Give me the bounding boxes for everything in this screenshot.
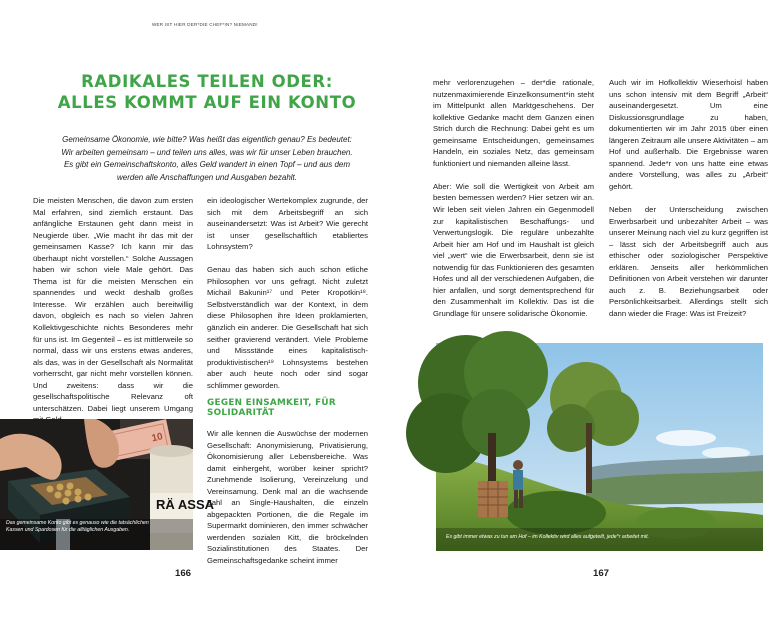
landscape-illustration xyxy=(436,343,763,551)
left-page-column-2 xyxy=(207,195,368,391)
jar-label: RÄ ASSA xyxy=(156,497,215,512)
intro-paragraph: Gemeinsame Ökonomie, wie bitte? Was heißt das eigentlich genau? Es bedeutet: Wir arbeiten gemeinsam – und teilen uns alles, was wir für unser Leben brauchen. Es gibt ein Gemeinschaftskonto, alles Geld wandert in einen Topf – und aus dem werden alle Anschaffungen und Ausgaben bezahlt. xyxy=(61,135,353,182)
section-subhead: GEGEN EINSAMKEIT, FÜR SOLIDARITÄT xyxy=(207,398,336,418)
page-number-left: 166 xyxy=(175,568,192,579)
right-page-column-1 xyxy=(433,77,594,319)
banknote-value: 10 xyxy=(150,431,164,445)
photo-caption-right: Es gibt immer etwas zu tun am Hof – im Kollektiv wird alles aufgeteilt, jede*r arbeitet mit. xyxy=(446,534,649,540)
wicker-basket xyxy=(478,481,508,517)
paragraph: Auch wir im Hofkollektiv Wieserhoisl haben uns schon intensiv mit dem Begriff „Arbeit“ auseinandergesetzt. Um eine Diskussionsgrundlage zu haben, dokumentierten wir im Jahr 2015 über einen längeren Zeitraum alle unsere Aktivitäten – am Hof und außerhalb. Die Ergebnisse waren spannend. Jede*r von uns hatte eine etwas andere Vorstellung, was alles zu „Arbeit“ gehört. xyxy=(609,78,768,191)
running-head: WER IST HIER DER*DIE CHEF*IN? NIEMAND! xyxy=(152,22,258,27)
photo-caption-left: Das gemeinsame Konto gibt es genauso wie die tatsächlichen Kassen und Spardosen für die alltäglichen Ausgaben. xyxy=(6,520,149,533)
paragraph: Wir alle kennen die Auswüchse der modernen Gesellschaft: Anonymisierung, Privatisierung, Ökonomisierung aller Lebensbereiche. Was damit einhergeht, worüber keiner spricht? Zunehmende Isolierung, Vereinzelung und Vereinsamung. Denk mal an die wachsende Zahl an Single-Haushalten, die einzeln abgepackten Portionen, die die Regale im Supermarkt dominieren, den immer schwächer werdenden sozialen Kitt, die bröckelnden Sozialinstitutionen des Staates. Der Gemeinschaftsgedanke scheint immer xyxy=(207,429,368,566)
paragraph: Die meisten Menschen, die davon zum ersten Mal erfahren, sind ziemlich erstaunt. Das anfängliche Erstaunen geht dann meist in Neugierde über. „Wie macht ihr das mit der gemeinsamen Kasse? Ich kann mir das überhaupt nicht vorstellen.“ Solche Aussagen haben wir schon viele Male gehört. Das Thema ist für die meisten Menschen ein spannendes und weckt deshalb großes Interesse. Wir erzählen auch bereitwillig davon, obgleich es nach so vielen Jahren Kollektivgeschichte nichts Besonderes mehr für uns ist. Im Gegenteil – es ist mittlerweile so normal, dass wir uns erstens etwas anderes, als das, was in der Gesellschaft als Normalität vorherrscht, gar nicht mehr vorstellen können. Und zweitens: dass wir die gesellschaftspolitische Relevanz oft unterschätzen. Dabei liegt unserem Umgang xyxy=(33,196,193,413)
right-page-column-2 xyxy=(609,77,768,319)
paragraph: Neben der Unterscheidung zwischen Erwerbsarbeit und unbezahlter Arbeit – was unserer Meinung nach viel zu kurz gegriffen ist – lässt sich der Arbeitsbegriff auch aus ethischer oder soziologischer Perspektive erklären. Jenseits aller herkömmlichen Definitionen von Arbeit verstehen wir darunter auch z. B. Beziehungsarbeit oder Persönlichkeitsarbeit. Allerdings stellt sich dann wieder die Frage: Was ist Freizeit? xyxy=(609,204,768,318)
woman-figure xyxy=(513,460,523,508)
paragraph: Aber: Wie soll die Wertigkeit von Arbeit am besten bemessen werden? Hier setzen wir an. Wir leben seit vielen Jahren ein Gegenmodell zur kapitalistischen Beschaffungs- und Verwertungslogik. Die reguläre unbezahlte Arbeit hier am Hof und im Haushalt ist gleich viel „wert“ wie die Erwerbsarbeit, denn sie ist notwendig für das Funktionieren des gesamten Hofes und all der verschiedenen Aufgaben, die hier anfallen, und sorgt dementsprechend für den Zusammenhalt im Kollektiv. Das ist die Grundlage für unsere solidarische Ökonomie. xyxy=(433,181,594,318)
paragraph: ein ideologischer Wertekomplex zugrunde, der sich mit dem Arbeitsbegriff an sich auseinandersetzt: Was ist Arbeit? Wie gerecht ist unser gesellschaftlich etabliertes Lohnsystem? xyxy=(207,196,368,252)
page-number-right: 167 xyxy=(593,568,610,579)
left-page-column-1 xyxy=(33,195,193,426)
paragraph: Genau das haben sich auch schon etliche Philosophen vor uns gefragt. Nicht zuletzt Michail Bakunin¹⁷ und Peter Kropotkin¹⁸. Selbstverständlich war der Kontext, in dem diese Philosophen ihre Ideen proklamierten, gänzlich ein anderer. Die Gesellschaft hat sich seither gravierend verändert. Viele Probleme und Missstände eines kapitalistisch-produktivistischen¹⁹ Lohnsystems bestehen aber auch heute noch oder sind sogar schlimmer geworden. xyxy=(207,265,368,390)
chapter-title-line-1: RADIKALES TEILEN ODER: xyxy=(81,72,333,91)
farm-landscape-photo xyxy=(436,343,763,551)
chapter-title-line-2: ALLES KOMMT AUF EIN KONTO xyxy=(57,93,357,112)
paragraph: mehr verlorenzugehen – der*die rationale, nutzenmaximierende Einzelkonsument*in steht im Mittelpunkt allen Marktgeschehens. Der kollektive Gedanke macht dem Ganzen einen Strich durch die Rechnung: Dabei geht es um gemeinsame Entscheidungen, gemeinsames Handeln, ein soziales Netz, das gemeinsam funktioniert und niemanden alleine lässt. xyxy=(433,78,594,168)
left-page-column-2-continued xyxy=(207,428,368,567)
